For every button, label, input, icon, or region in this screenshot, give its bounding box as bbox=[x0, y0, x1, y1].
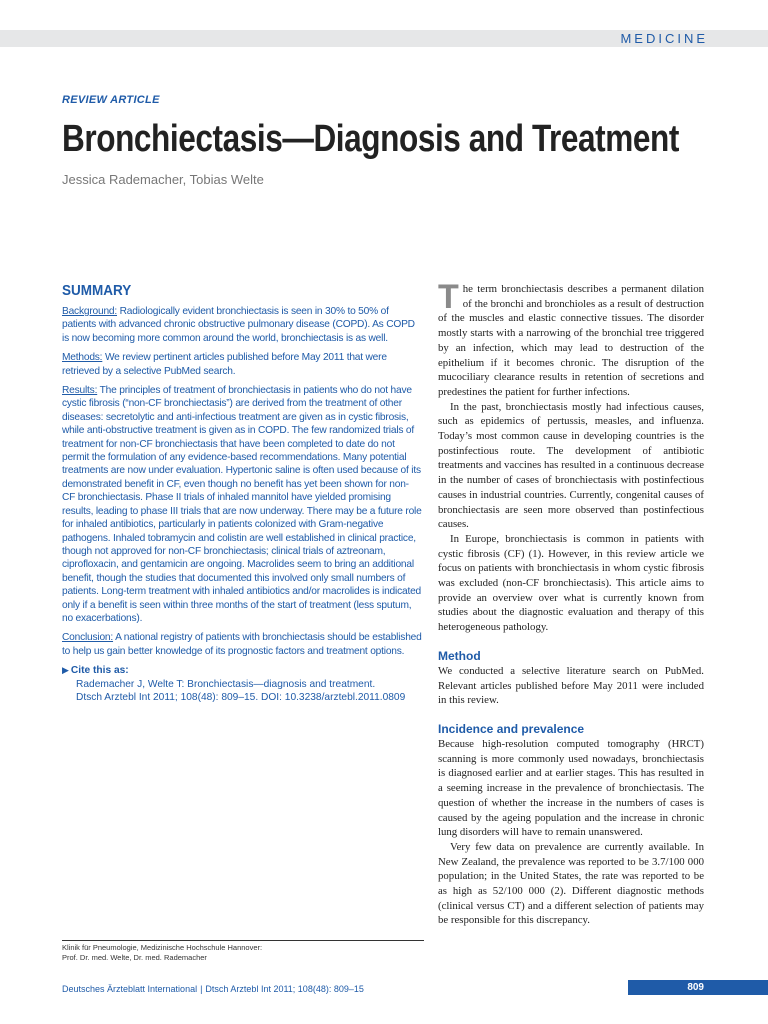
conclusion-label: Conclusion: bbox=[62, 632, 114, 644]
article-type: REVIEW ARTICLE bbox=[62, 94, 160, 106]
footnote-divider bbox=[62, 940, 424, 941]
article-authors: Jessica Rademacher, Tobias Welte bbox=[62, 172, 264, 187]
incidence-heading: Incidence and prevalence bbox=[438, 721, 585, 736]
cite-block bbox=[62, 664, 422, 704]
summary-background bbox=[62, 305, 422, 345]
body-column bbox=[438, 278, 704, 928]
cite-line-2: Dtsch Arztebl Int 2011; 108(48): 809–15. DOI: 10.3238/arztebl.2011.0809 bbox=[76, 691, 406, 703]
summary-methods bbox=[62, 351, 422, 378]
background-label: Background: bbox=[62, 306, 118, 317]
results-label: Results: bbox=[62, 385, 98, 397]
footnote-line-2: Prof. Dr. med. Welte, Dr. med. Rademacher bbox=[62, 953, 207, 962]
summary-column bbox=[62, 282, 422, 704]
cite-line-1: Rademacher J, Welte T: Bronchiectasis—diagnosis and treatment. bbox=[76, 678, 376, 690]
section-header-bar bbox=[0, 30, 768, 47]
intro-paragraph-2: In the past, bronchiectasis mostly had infectious causes, such as epidemics of pertussis, measles, and influenza. Today’s most common cause in developing countries is the postinfectious route. The development of antibiotic treatments and vaccines has resulted in a continuous decrease in the number of cases of bronchiectasis with postinfectious causes in industrial countries. Currently, congenital causes of bronchiectasis are seen more observed than postinfectious causes. bbox=[438, 400, 704, 531]
intro-paragraph-1-text: he term bronchiectasis describes a permanent dilation of the bronchi and bronchioles as a result of destruction of the muscles and elastic connective tissues. The disorder mostly starts with a narrowing of the bronchial tree triggered by an infection, which may lead to destruction of the epithelium if it becomes chronic. The disruption of the mucociliary clearance results in retention of secretions and predestines the patient for further infections. bbox=[438, 283, 704, 398]
summary-results bbox=[62, 384, 422, 625]
method-heading: Method bbox=[438, 648, 481, 663]
intro-paragraph-3: In Europe, bronchiectasis is common in patients with cystic fibrosis (CF) (1). However, in this review article we focus on patients with bronchiectasis in whom cystic fibrosis was excluded (non-CF bronchiectasis). This article aims to provide an overview over what is currently known from studies about the diagnostic evaluation and therapy of this heterogeneous pathology. bbox=[438, 532, 704, 634]
drop-cap: T bbox=[438, 278, 459, 316]
incidence-paragraph-2: Very few data on prevalence are currently available. In New Zealand, the prevalence was reported to be 3.7/100 000 population; in the United States, the rate was reported to be as high as 52/100 000 (2). Different diagnostic methods (clinical versus CT) and a different selection of patients may be responsible for this discrepancy. bbox=[438, 840, 704, 927]
background-text: Radiologically evident bronchiectasis is seen in 30% to 50% of patients with advanced chronic obstructive pulmonary disease (COPD). As COPD is now becoming more common around the world, bronchiectasis is as well. bbox=[62, 306, 415, 344]
method-paragraph: We conducted a selective literature search on PubMed. Relevant articles published before May 2011 were included in this review. bbox=[438, 664, 704, 707]
section-label: MEDICINE bbox=[620, 31, 708, 46]
cite-heading: Cite this as: bbox=[70, 665, 129, 677]
footer-journal: Deutsches Ärzteblatt International bbox=[62, 984, 198, 994]
page-number: 809 bbox=[628, 980, 768, 995]
incidence-paragraph-1: Because high-resolution computed tomography (HRCT) scanning is more commonly used nowadays, bronchiectasis is diagnosed earlier and at earlier stages. This has resulted in a seeming increase in the prevalence of bronchiectasis. The question of whether the increase in the numbers of cases is caused by the ageing population and the increase in chronic lung disorders will have to remain unanswered. bbox=[438, 737, 704, 839]
intro-paragraph-1 bbox=[438, 278, 704, 400]
footer-citation: Dtsch Arztebl Int 2011; 108(48): 809–15 bbox=[205, 984, 364, 994]
summary-heading: SUMMARY bbox=[62, 282, 132, 299]
triangle-right-icon: ▶ bbox=[62, 665, 69, 676]
affiliation-footnote bbox=[62, 943, 262, 963]
methods-label: Methods: bbox=[62, 352, 103, 364]
results-text: The principles of treatment of bronchiectasis in patients who do not have cystic fibrosis (“non-CF bronchiectasis”) are derived from the treatment of other diseases: secretolytic and anti-infectious treatment are given as in cystic fibrosis, while anti-obstructive treatment is given as in COPD. The few randomized trials of treatment for non-CF bronchiectasis that have been completed to date do not permit the formulation of any evidence-based recommendations. Many potential treatments are now under evaluation. Hypertonic saline is often used because of its demonstrated benefit in CF, even though no benefit has yet been shown for non-CF bronchiectasis. Phase II trials of inhaled mannitol have yielded promising results, leading to phase III trials that are now underway. There may be a future role for inhaled antibiotics, particularly in patients colonized with Gram-negative pathogens. Inhaled tobramycin and colistin are well established in clinical practice, though not approved for non-CF bronchiectasis; clinical trials of aztreonam, ciprofloxacin, and gentamicin are ongoing. Macrolides seem to bring an additional benefit, though the studies that documented this involved only small numbers of patients. Long-term treatment with inhaled antibiotics and/or macrolides is indicated only if a benefit is seen within three months of the start of treatment (less sputum, no exacerbations). bbox=[62, 385, 422, 624]
article-title: Bronchiectasis—Diagnosis and Treatment bbox=[62, 118, 679, 160]
page-footer bbox=[62, 984, 364, 994]
methods-text: We review pertinent articles published before May 2011 that were retrieved by a selective PubMed search. bbox=[62, 352, 387, 377]
summary-conclusion bbox=[62, 631, 422, 658]
conclusion-text: A national registry of patients with bronchiectasis should be established to help us gain better knowledge of its prognostic factors and treatment options. bbox=[62, 632, 422, 657]
footer-separator: | bbox=[200, 984, 203, 994]
footnote-line-1: Klinik für Pneumologie, Medizinische Hochschule Hannover: bbox=[62, 943, 263, 952]
